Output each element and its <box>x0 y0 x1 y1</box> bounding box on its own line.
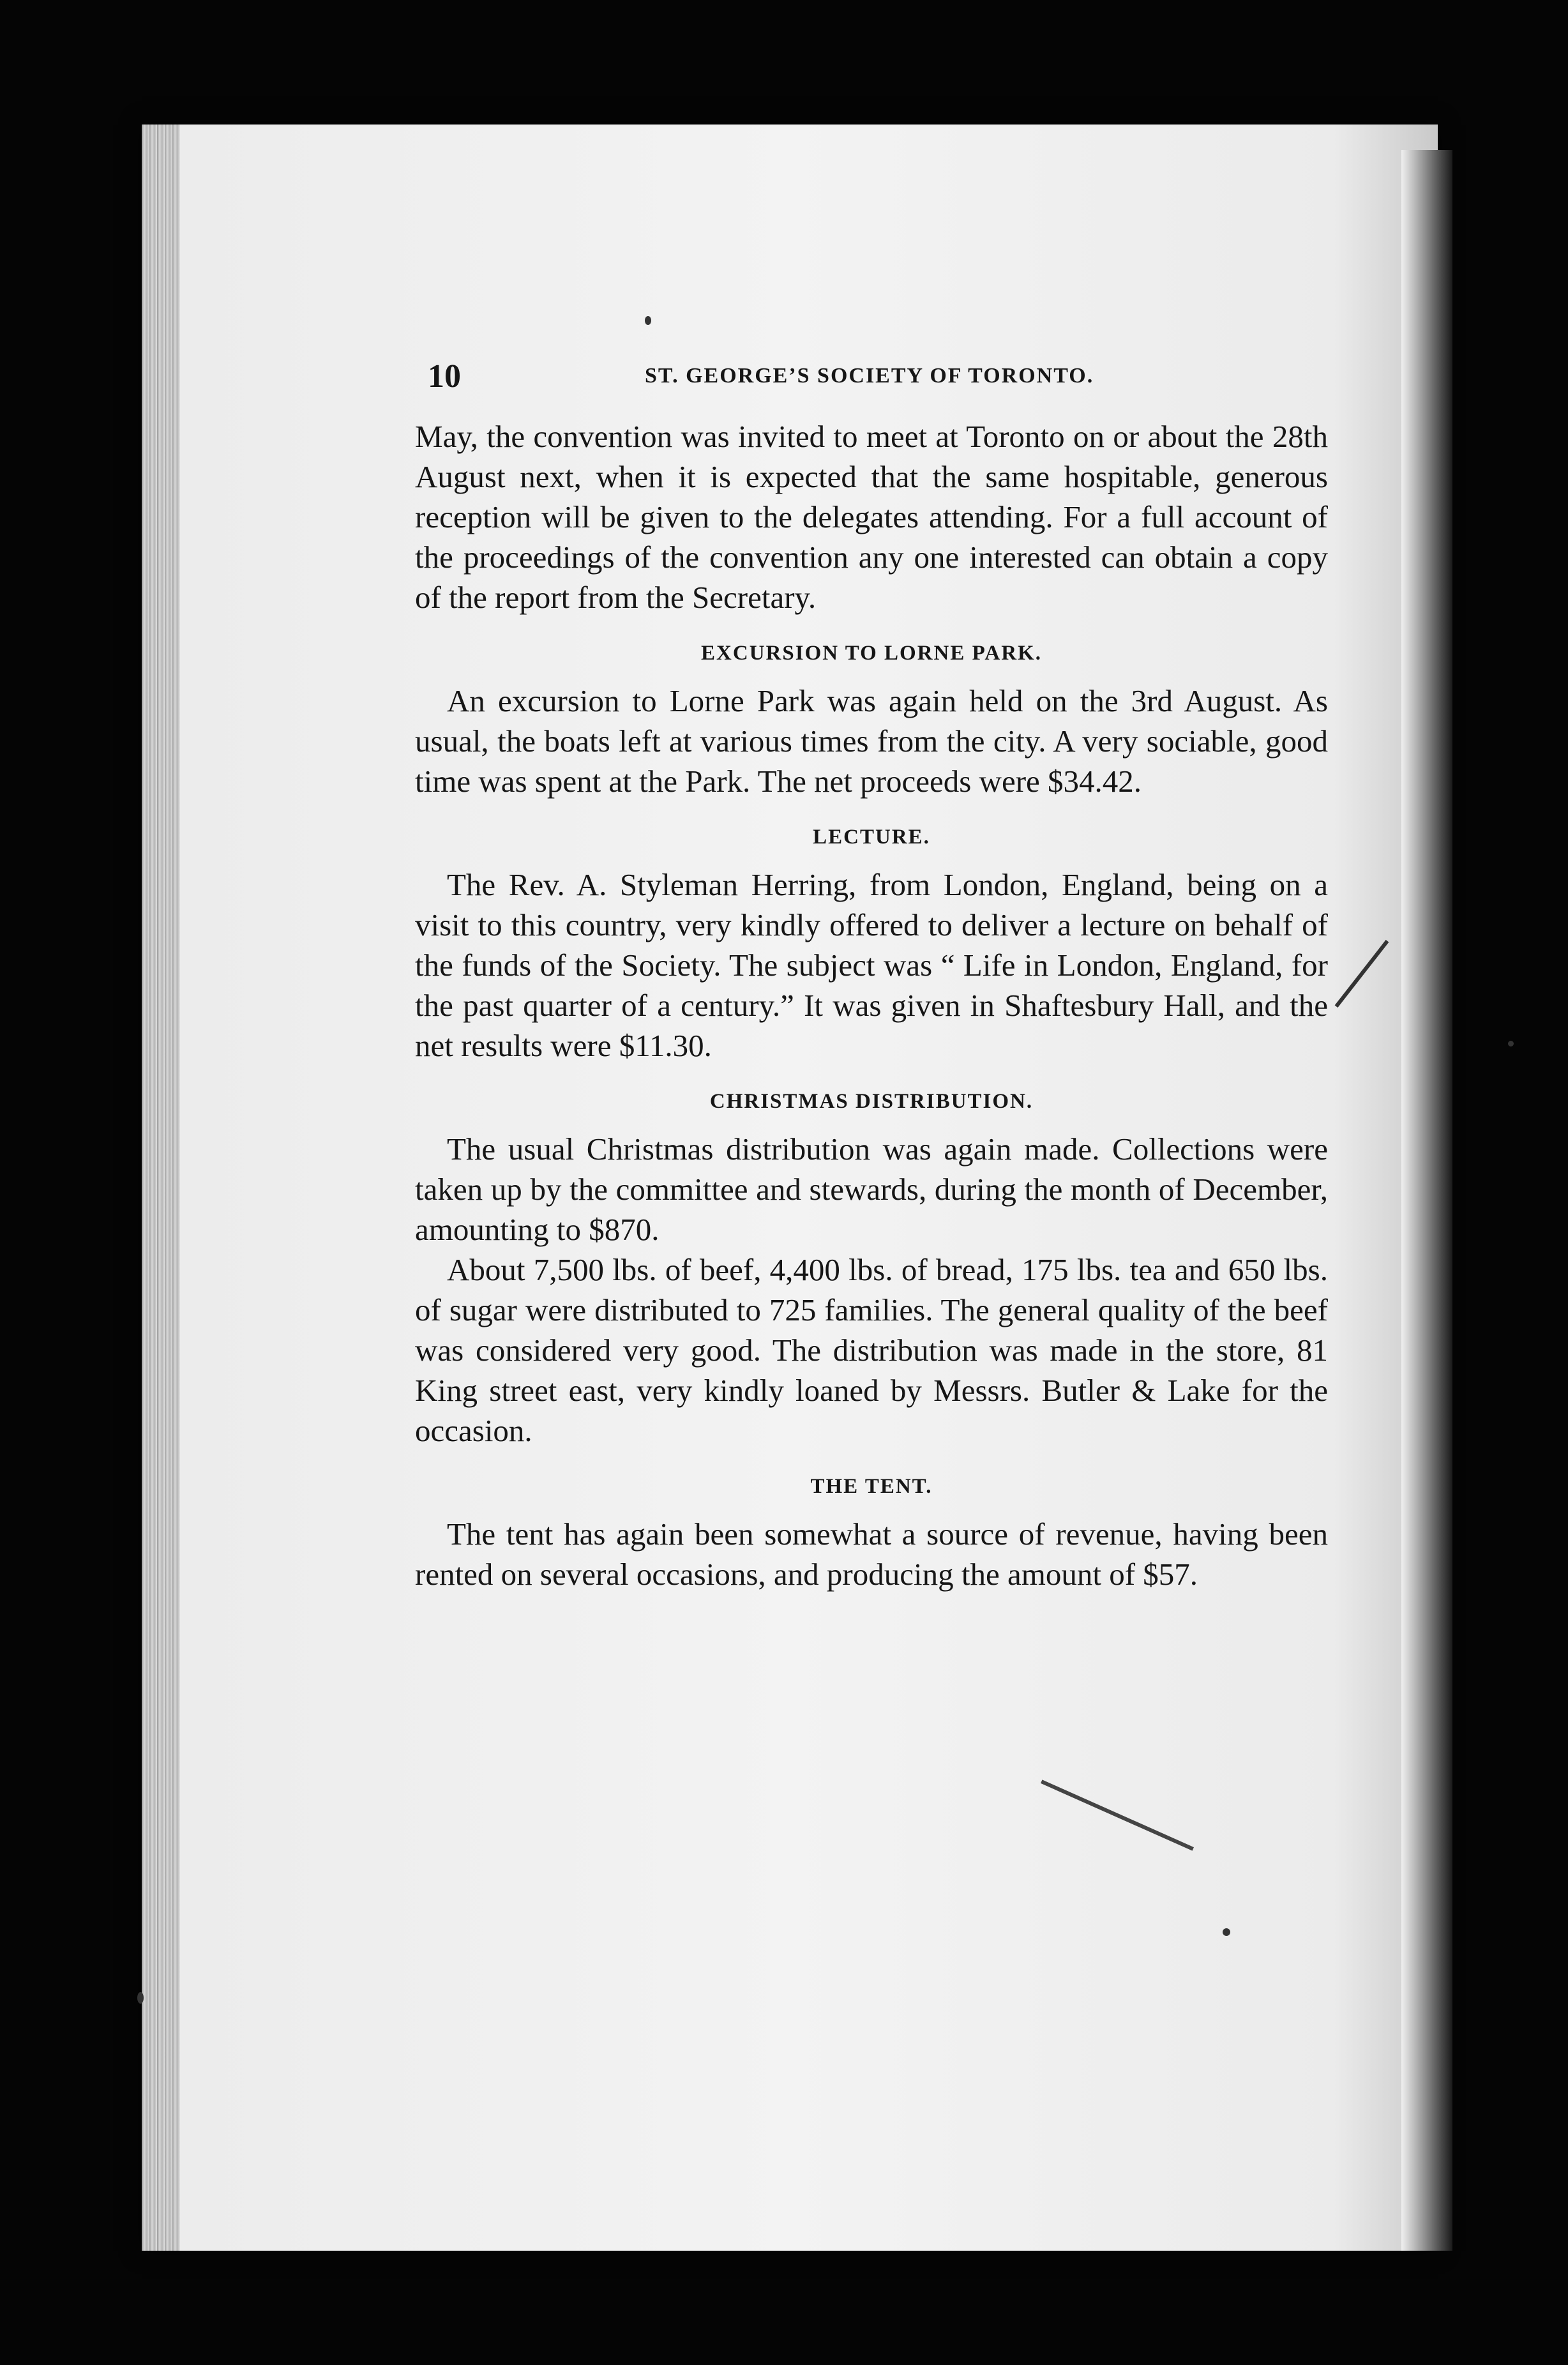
heading-christmas: CHRISTMAS DISTRIBUTION. <box>709 1090 1034 1113</box>
paragraph-excursion: An excursion to Lorne Park was again held on the 3rd August. As usual, the boats left at various times from the city. A very sociable, good time was spent at the Park. The net proceeds were $34.42. <box>415 683 1328 799</box>
paragraph-tent: The tent has again been somewhat a source of revenue, having been rented on several occasions, and producing the amount of $57. <box>415 1516 1328 1592</box>
page-header <box>415 358 1328 402</box>
ink-speck <box>1223 1928 1230 1936</box>
paragraph-lecture: The Rev. A. Styleman Herring, from London, England, being on a visit to this country, very kindly offered to deliver a lecture on behalf of the funds of the Society. The subject was “ Life in London, England, for the past quarter of a century.” It was given in Shaftesbury Hall, and the net results were $11.30. <box>415 867 1328 1063</box>
heading-tent: THE TENT. <box>810 1475 933 1498</box>
ink-speck <box>137 1992 144 2004</box>
page-number: 10 <box>428 358 461 395</box>
paragraph-convention: May, the convention was invited to meet at Toronto on or about the 28th August next, when it is expected that the same hospitable, generous reception will be given to the delegates attending. For a full account of the proceedings of the convention any one interested can obtain a copy of the report from the Secretary. <box>415 419 1328 615</box>
heading-excursion: EXCURSION TO LORNE PARK. <box>701 642 1042 665</box>
ink-speck <box>1508 1041 1514 1046</box>
ink-speck <box>645 316 651 325</box>
paragraph-christmas-distribution: About 7,500 lbs. of beef, 4,400 lbs. of bread, 175 lbs. tea and 650 lbs. of sugar were distributed to 725 families. The general quality of the beef was considered very good. The distribution was made in the store, 81 King street east, very kindly loaned by Messrs. Butler & Lake for the occasion. <box>415 1252 1328 1448</box>
paragraph-christmas-collections: The usual Christmas distribution was again made. Collections were taken up by the committee and stewards, during the month of December, amounting to $870. <box>415 1131 1328 1247</box>
heading-lecture: LECTURE. <box>813 826 930 849</box>
page-text <box>415 358 1328 1594</box>
page-edge-right <box>1401 150 1452 2251</box>
page-edge-left <box>142 125 180 2251</box>
running-head: ST. GEORGE’S SOCIETY OF TORONTO. <box>645 364 1094 388</box>
